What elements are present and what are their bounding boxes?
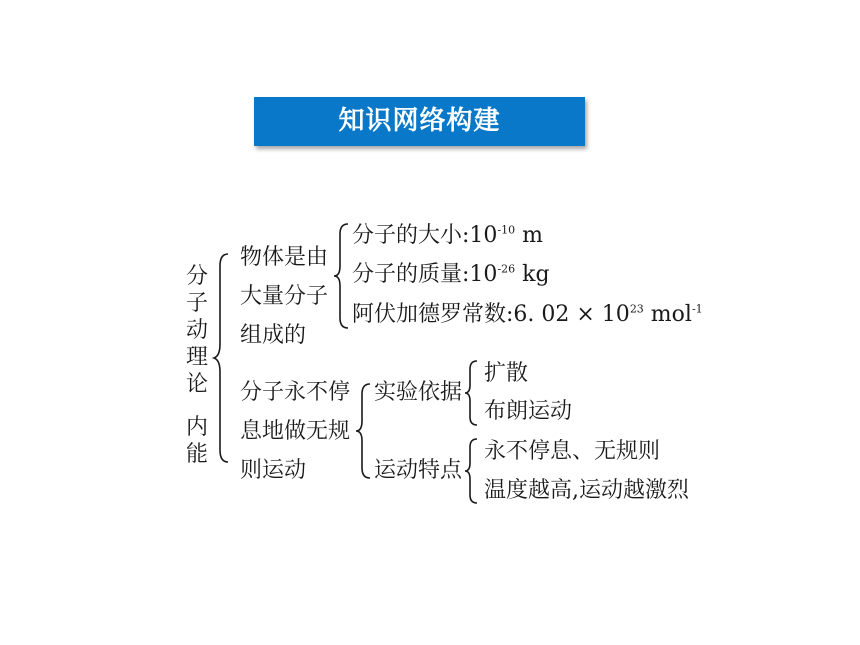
evidence-item: 扩散: [484, 361, 529, 386]
avogadro-exponent: 23: [629, 302, 644, 316]
features-label: 运动特点: [374, 458, 463, 483]
root-char: 内: [185, 415, 208, 440]
root-char: 分: [185, 264, 208, 289]
avogadro-text: 阿伏加德罗常数:6. 02 × 10: [352, 302, 630, 327]
evidence-label: 实验依据: [374, 380, 463, 405]
features-item: 温度越高,运动越激烈: [484, 478, 689, 503]
title-banner: [254, 97, 585, 146]
avogadro-unit-exponent: -1: [691, 302, 703, 316]
molecule-size-text: 分子的大小:10: [352, 223, 498, 248]
motion-line: 息地做无规: [240, 419, 351, 444]
evidence-brace: [464, 359, 482, 427]
composition-line: 大量分子: [240, 284, 329, 309]
motion-line: 分子永不停: [240, 380, 351, 405]
root-char: 动: [185, 318, 208, 343]
molecule-size-exponent: -10: [497, 223, 516, 237]
root-brace: [212, 252, 234, 464]
composition-brace: [333, 222, 353, 330]
root-label: [184, 263, 210, 468]
molecule-size: [352, 223, 543, 249]
features-item: 永不停息、无规则: [484, 439, 661, 464]
molecule-mass: [352, 262, 550, 288]
avogadro-constant: [352, 302, 703, 328]
root-char: 理: [185, 345, 208, 370]
motion-brace: [355, 382, 375, 480]
root-char: 能: [185, 442, 208, 467]
molecule-size-unit: m: [515, 223, 543, 248]
evidence-item: 布朗运动: [484, 399, 573, 424]
banner-title: 知识网络构建: [338, 106, 501, 136]
root-char: 子: [185, 291, 208, 316]
molecule-mass-exponent: -26: [497, 262, 516, 276]
avogadro-unit: mol: [643, 302, 692, 327]
features-brace: [464, 437, 482, 505]
motion-line: 则运动: [240, 458, 307, 483]
molecule-mass-unit: kg: [515, 262, 550, 287]
root-char: 论: [185, 372, 208, 397]
composition-line: 组成的: [240, 323, 307, 348]
composition-line: 物体是由: [240, 245, 329, 270]
molecule-mass-text: 分子的质量:10: [352, 262, 498, 287]
root-char-gap: [184, 398, 210, 414]
